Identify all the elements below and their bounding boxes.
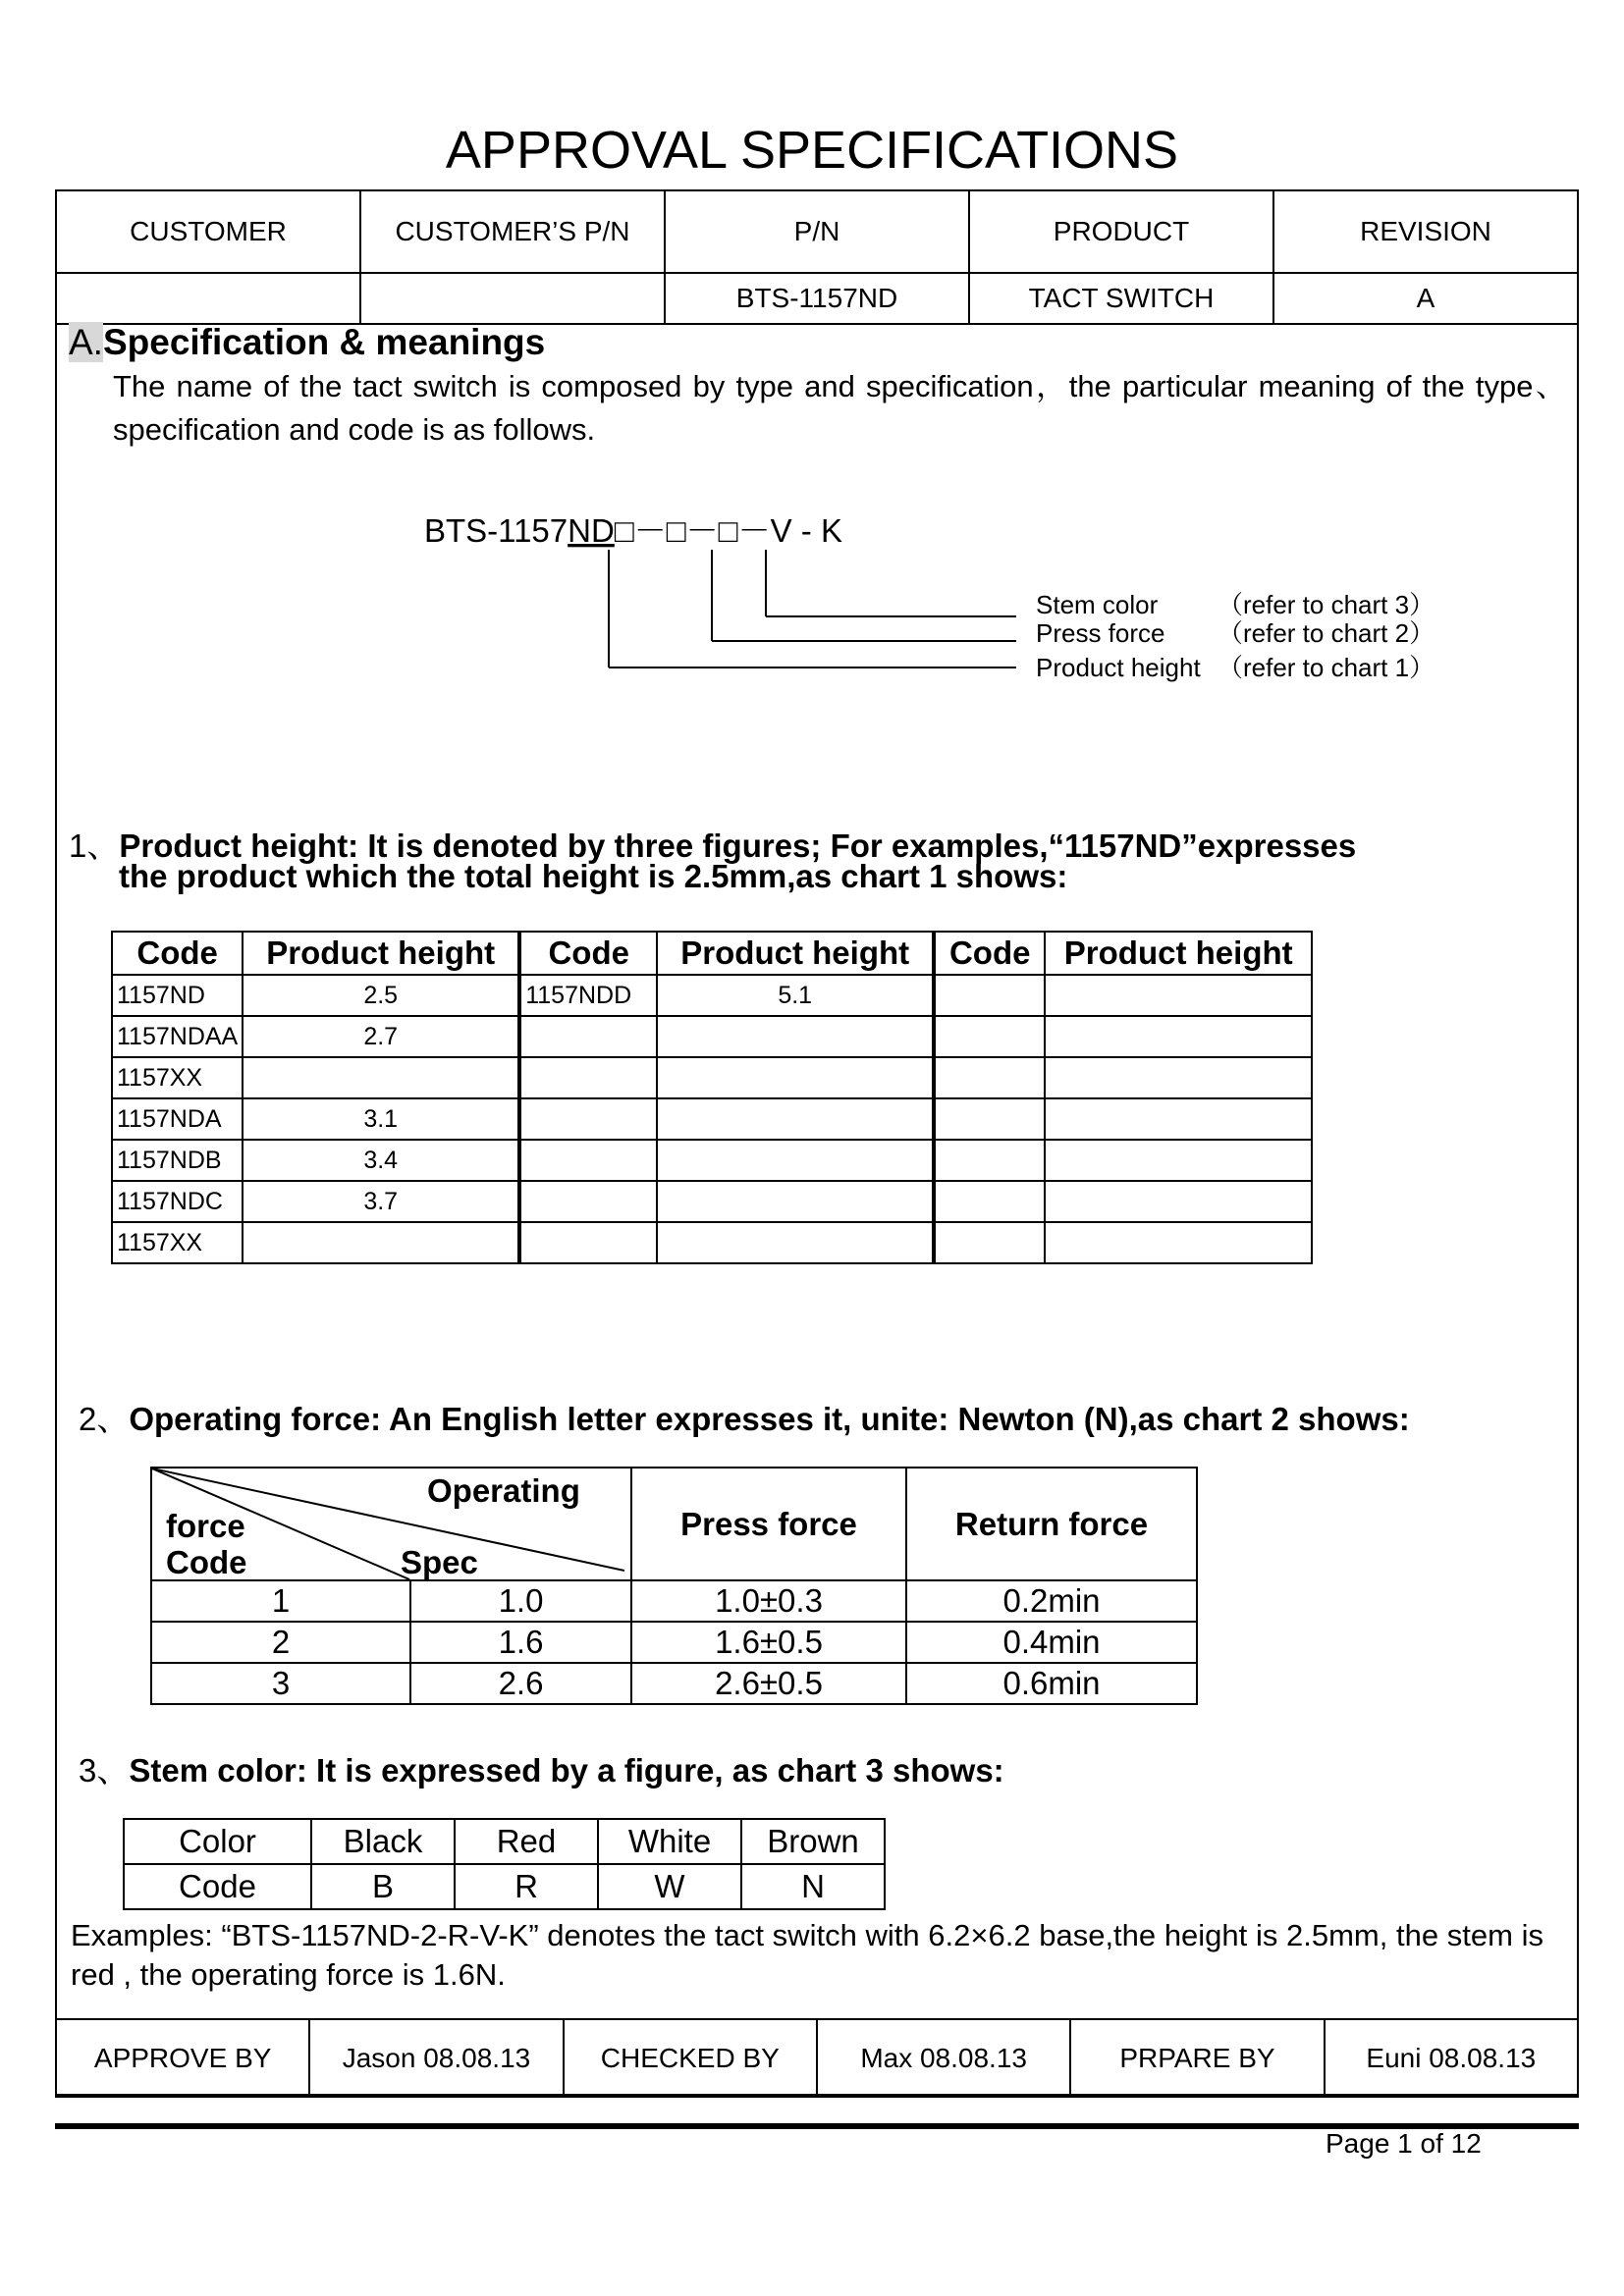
chart1-cell <box>243 1057 519 1098</box>
item1-line1: Product height: It is denoted by three figures; For examples,“1157ND”expresses <box>119 828 1357 864</box>
table-row <box>124 1864 885 1909</box>
chart2-header-return: Return force <box>906 1468 1197 1580</box>
header-col-pn: P/N <box>665 190 969 273</box>
chart1-cell <box>519 1016 657 1057</box>
item3-text: Stem color: It is expressed by a figure, as chart 3 shows: <box>129 1752 1004 1789</box>
chart3-cell: Code <box>124 1864 311 1909</box>
chart1-cell <box>1045 1098 1312 1140</box>
chart2-cell: 2 <box>151 1622 410 1663</box>
table-row <box>151 1580 1197 1622</box>
item1-number: 1、 <box>69 828 120 864</box>
chart1-cell: 3.7 <box>243 1181 519 1222</box>
document-title: APPROVAL SPECIFICATIONS <box>445 121 1179 180</box>
chart1-cell: 1157ND <box>112 975 243 1016</box>
chart1-header: Code <box>934 932 1045 975</box>
chart1-cell: 1157NDC <box>112 1181 243 1222</box>
chart1-cell <box>1045 1016 1312 1057</box>
header-val-customer <box>56 273 360 324</box>
chart1-cell <box>519 1140 657 1181</box>
chart1-cell: 1157XX <box>112 1222 243 1263</box>
page-number: Page 1 of 12 <box>1326 2128 1482 2159</box>
item2-text: Operating force: An English letter expresses it, unite: Newton (N),as chart 2 shows: <box>129 1401 1410 1437</box>
item3-heading <box>79 1745 1004 1791</box>
table-row <box>112 1057 1312 1098</box>
table-row <box>112 1016 1312 1057</box>
chart1-cell <box>519 1057 657 1098</box>
diagonal-lines <box>152 1468 624 1579</box>
footer-checked-value: Max 08.08.13 <box>817 2019 1070 2097</box>
header-val-customer-pn <box>360 273 665 324</box>
section-a-heading <box>69 322 545 363</box>
table-row <box>112 975 1312 1016</box>
chart1-header: Product height <box>1045 932 1312 975</box>
item3-number: 3、 <box>79 1752 130 1789</box>
chart1-header: Code <box>519 932 657 975</box>
code-prefix: BTS-1157ND□－□－□－V - K <box>424 512 842 549</box>
diag-code: Code <box>166 1544 247 1579</box>
table-row <box>124 1819 885 1864</box>
chart2-cell: 0.6min <box>906 1663 1197 1704</box>
legend-stem-color: Stem color <box>1036 590 1159 619</box>
chart3-cell: R <box>455 1864 598 1909</box>
chart1-cell <box>519 1222 657 1263</box>
footer-approve-label: APPROVE BY <box>56 2019 309 2097</box>
header-col-customer-pn: CUSTOMER’S P/N <box>360 190 665 273</box>
chart2-cell: 1 <box>151 1580 410 1622</box>
header-val-revision: A <box>1273 273 1578 324</box>
chart2-cell: 2.6 <box>410 1663 631 1704</box>
chart1-cell <box>934 1098 1045 1140</box>
diag-spec: Spec <box>401 1544 478 1579</box>
chart1-table <box>111 931 1313 1264</box>
chart1-cell: 1157NDB <box>112 1140 243 1181</box>
chart1-cell: 2.7 <box>243 1016 519 1057</box>
legend-press-force: Press force <box>1036 618 1165 648</box>
table-row <box>151 1663 1197 1704</box>
header-val-pn: BTS-1157ND <box>665 273 969 324</box>
chart2-table <box>150 1467 1198 1705</box>
header-col-revision: REVISION <box>1273 190 1578 273</box>
chart1-cell: 5.1 <box>657 975 934 1016</box>
chart3-cell: B <box>311 1864 455 1909</box>
chart2-cell: 1.6 <box>410 1622 631 1663</box>
legend-stem-color-ref: （refer to chart 3） <box>1218 590 1435 619</box>
chart1-cell <box>934 1057 1045 1098</box>
footer-prepare-value: Euni 08.08.13 <box>1325 2019 1578 2097</box>
chart1-cell <box>1045 1222 1312 1263</box>
chart3-cell: White <box>598 1819 741 1864</box>
chart1-cell: 2.5 <box>243 975 519 1016</box>
chart1-cell: 3.4 <box>243 1140 519 1181</box>
chart1-cell <box>934 1140 1045 1181</box>
chart2-cell: 1.0 <box>410 1580 631 1622</box>
header-col-product: PRODUCT <box>969 190 1273 273</box>
chart1-cell <box>657 1222 934 1263</box>
chart2-cell: 3 <box>151 1663 410 1704</box>
legend-product-height: Product height <box>1036 653 1201 682</box>
chart3-cell: W <box>598 1864 741 1909</box>
chart1-header: Product height <box>657 932 934 975</box>
chart1-cell <box>657 1098 934 1140</box>
item2-number: 2、 <box>79 1401 130 1437</box>
chart1-cell <box>519 1098 657 1140</box>
diag-operating: Operating <box>427 1472 580 1509</box>
example-paragraph: Examples: “BTS-1157ND-2-R-V-K” denotes the tact switch with 6.2×6.2 base,the height is 2.5mm, the stem is red , the operating force is 1.6N. <box>71 1918 1543 1992</box>
item1-line2: the product which the total height is 2.5mm,as chart 1 shows: <box>119 858 1068 894</box>
chart2-cell: 1.6±0.5 <box>631 1622 906 1663</box>
item2-heading <box>79 1394 1410 1440</box>
chart1-cell <box>1045 1057 1312 1098</box>
section-a-paragraph: The name of the tact switch is composed by type and specification，the particular meaning of the type、specification and code is as follows. <box>113 369 1566 447</box>
chart1-cell <box>657 1016 934 1057</box>
chart1-header: Code <box>112 932 243 975</box>
chart1-cell: 1157XX <box>112 1057 243 1098</box>
chart3-cell: Brown <box>741 1819 885 1864</box>
chart3-cell: Red <box>455 1819 598 1864</box>
section-a-label: A. <box>69 322 103 362</box>
chart1-cell <box>657 1181 934 1222</box>
chart1-cell <box>934 975 1045 1016</box>
chart1-cell <box>934 1222 1045 1263</box>
footer-checked-label: CHECKED BY <box>564 2019 817 2097</box>
chart1-header: Product height <box>243 932 519 975</box>
chart1-cell <box>1045 1181 1312 1222</box>
chart1-cell: 1157NDD <box>519 975 657 1016</box>
chart1-cell <box>1045 1140 1312 1181</box>
footer-prepare-label: PRPARE BY <box>1070 2019 1324 2097</box>
chart1-cell <box>934 1181 1045 1222</box>
chart3-table <box>123 1818 886 1910</box>
chart1-cell <box>519 1181 657 1222</box>
code-structure-diagram <box>422 508 1483 695</box>
section-a-title: Specification & meanings <box>102 322 546 362</box>
chart2-cell: 1.0±0.3 <box>631 1580 906 1622</box>
legend-product-height-ref: （refer to chart 1） <box>1218 653 1435 682</box>
header-table <box>55 189 1579 325</box>
chart2-cell: 0.4min <box>906 1622 1197 1663</box>
chart1-cell <box>243 1222 519 1263</box>
table-row <box>112 1140 1312 1181</box>
chart1-cell: 3.1 <box>243 1098 519 1140</box>
legend-press-force-ref: （refer to chart 2） <box>1218 618 1435 648</box>
table-row <box>112 1181 1312 1222</box>
chart1-cell <box>1045 975 1312 1016</box>
chart1-cell <box>934 1016 1045 1057</box>
footer-approve-value: Jason 08.08.13 <box>309 2019 563 2097</box>
header-val-product: TACT SWITCH <box>969 273 1273 324</box>
chart3-cell: N <box>741 1864 885 1909</box>
footer-table <box>55 2018 1579 2098</box>
chart1-cell <box>657 1057 934 1098</box>
chart1-cell: 1157NDAA <box>112 1016 243 1057</box>
chart2-cell: 0.2min <box>906 1580 1197 1622</box>
chart3-cell: Black <box>311 1819 455 1864</box>
chart1-cell <box>657 1140 934 1181</box>
table-row <box>112 1222 1312 1263</box>
diag-force: force <box>166 1508 245 1544</box>
chart1-cell: 1157NDA <box>112 1098 243 1140</box>
chart2-diagonal-header <box>151 1468 631 1580</box>
table-row <box>112 1098 1312 1140</box>
chart2-header-press: Press force <box>631 1468 906 1580</box>
chart2-cell: 2.6±0.5 <box>631 1663 906 1704</box>
table-row <box>151 1622 1197 1663</box>
header-col-customer: CUSTOMER <box>56 190 360 273</box>
chart3-cell: Color <box>124 1819 311 1864</box>
